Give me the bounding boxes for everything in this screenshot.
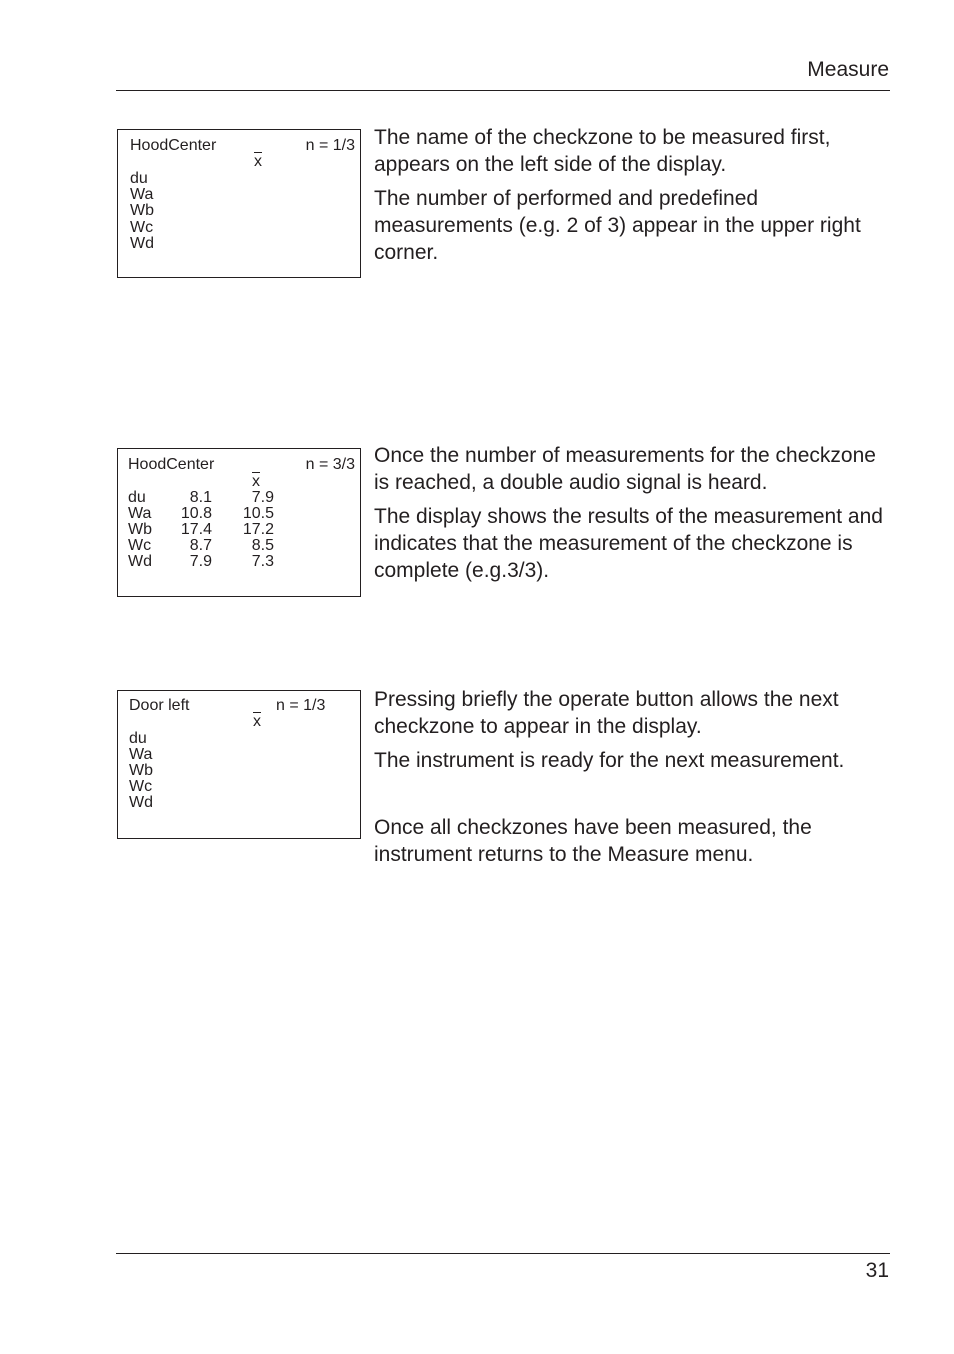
display-screen-3 xyxy=(117,690,361,839)
row-mean: 17.2 xyxy=(242,521,274,538)
display-screen-1 xyxy=(117,129,361,278)
header-title: Measure xyxy=(807,58,889,81)
row-label: du xyxy=(129,730,147,747)
row-label: du xyxy=(128,489,146,506)
page-number: 31 xyxy=(865,1259,889,1282)
row-label: Wa xyxy=(128,505,152,522)
display-title: HoodCenter xyxy=(130,137,217,154)
row-value: 10.8 xyxy=(180,505,212,522)
footer-rule xyxy=(116,1253,890,1254)
description-3 xyxy=(374,686,894,874)
paragraph: The number of performed and predefined measurements (e.g. 2 of 3) appear in the upper right corner. xyxy=(374,186,861,265)
display-screen-2 xyxy=(117,448,361,597)
mean-symbol: $\overline{x}$ xyxy=(253,713,261,730)
row-label: du xyxy=(130,170,148,187)
row-mean: 7.3 xyxy=(251,553,274,570)
row-label: Wa xyxy=(130,186,154,203)
row-value: 8.7 xyxy=(189,537,212,554)
header-rule xyxy=(116,90,890,91)
row-mean: 10.5 xyxy=(242,505,274,522)
row-value: 17.4 xyxy=(180,521,212,538)
paragraph: Pressing briefly the operate button allows the next checkzone to appear in the display. xyxy=(374,688,839,739)
row-value: 7.9 xyxy=(189,553,212,570)
description-2 xyxy=(374,442,894,590)
display-title: HoodCenter xyxy=(128,456,215,473)
paragraph: The name of the checkzone to be measured first, appears on the left side of the display. xyxy=(374,126,831,177)
row-label: Wb xyxy=(128,521,152,538)
row-label: Wc xyxy=(129,778,153,795)
description-1 xyxy=(374,124,894,272)
paragraph: Once the number of measurements for the checkzone is reached, a double audio signal is heard. xyxy=(374,444,876,495)
paragraph: Once all checkzones have been measured, the instrument returns to the Measure menu. xyxy=(374,815,812,867)
measurement-count: n = 3/3 xyxy=(305,456,355,473)
row-mean: 8.5 xyxy=(251,537,274,554)
measurement-count: n = 1/3 xyxy=(276,697,326,714)
row-label: Wb xyxy=(129,762,153,779)
row-label: Wc xyxy=(128,537,152,554)
row-label: Wd xyxy=(128,553,152,570)
row-label: Wa xyxy=(129,746,153,763)
measurement-count: n = 1/3 xyxy=(305,137,355,154)
row-mean: 7.9 xyxy=(251,489,274,506)
display-title: Door left xyxy=(129,697,190,714)
row-label: Wd xyxy=(130,235,154,252)
row-label: Wb xyxy=(130,202,154,219)
row-value: 8.1 xyxy=(189,489,212,506)
row-label: Wc xyxy=(130,219,154,236)
mean-symbol: $\overline{x}$ xyxy=(252,473,260,490)
mean-symbol: $\overline{x}$ xyxy=(254,153,262,170)
paragraph: The instrument is ready for the next measurement. xyxy=(374,748,845,772)
row-label: Wd xyxy=(129,794,153,811)
paragraph: The display shows the results of the measurement and indicates that the measurement of the checkzone is complete (e.g.3/3). xyxy=(374,504,883,583)
